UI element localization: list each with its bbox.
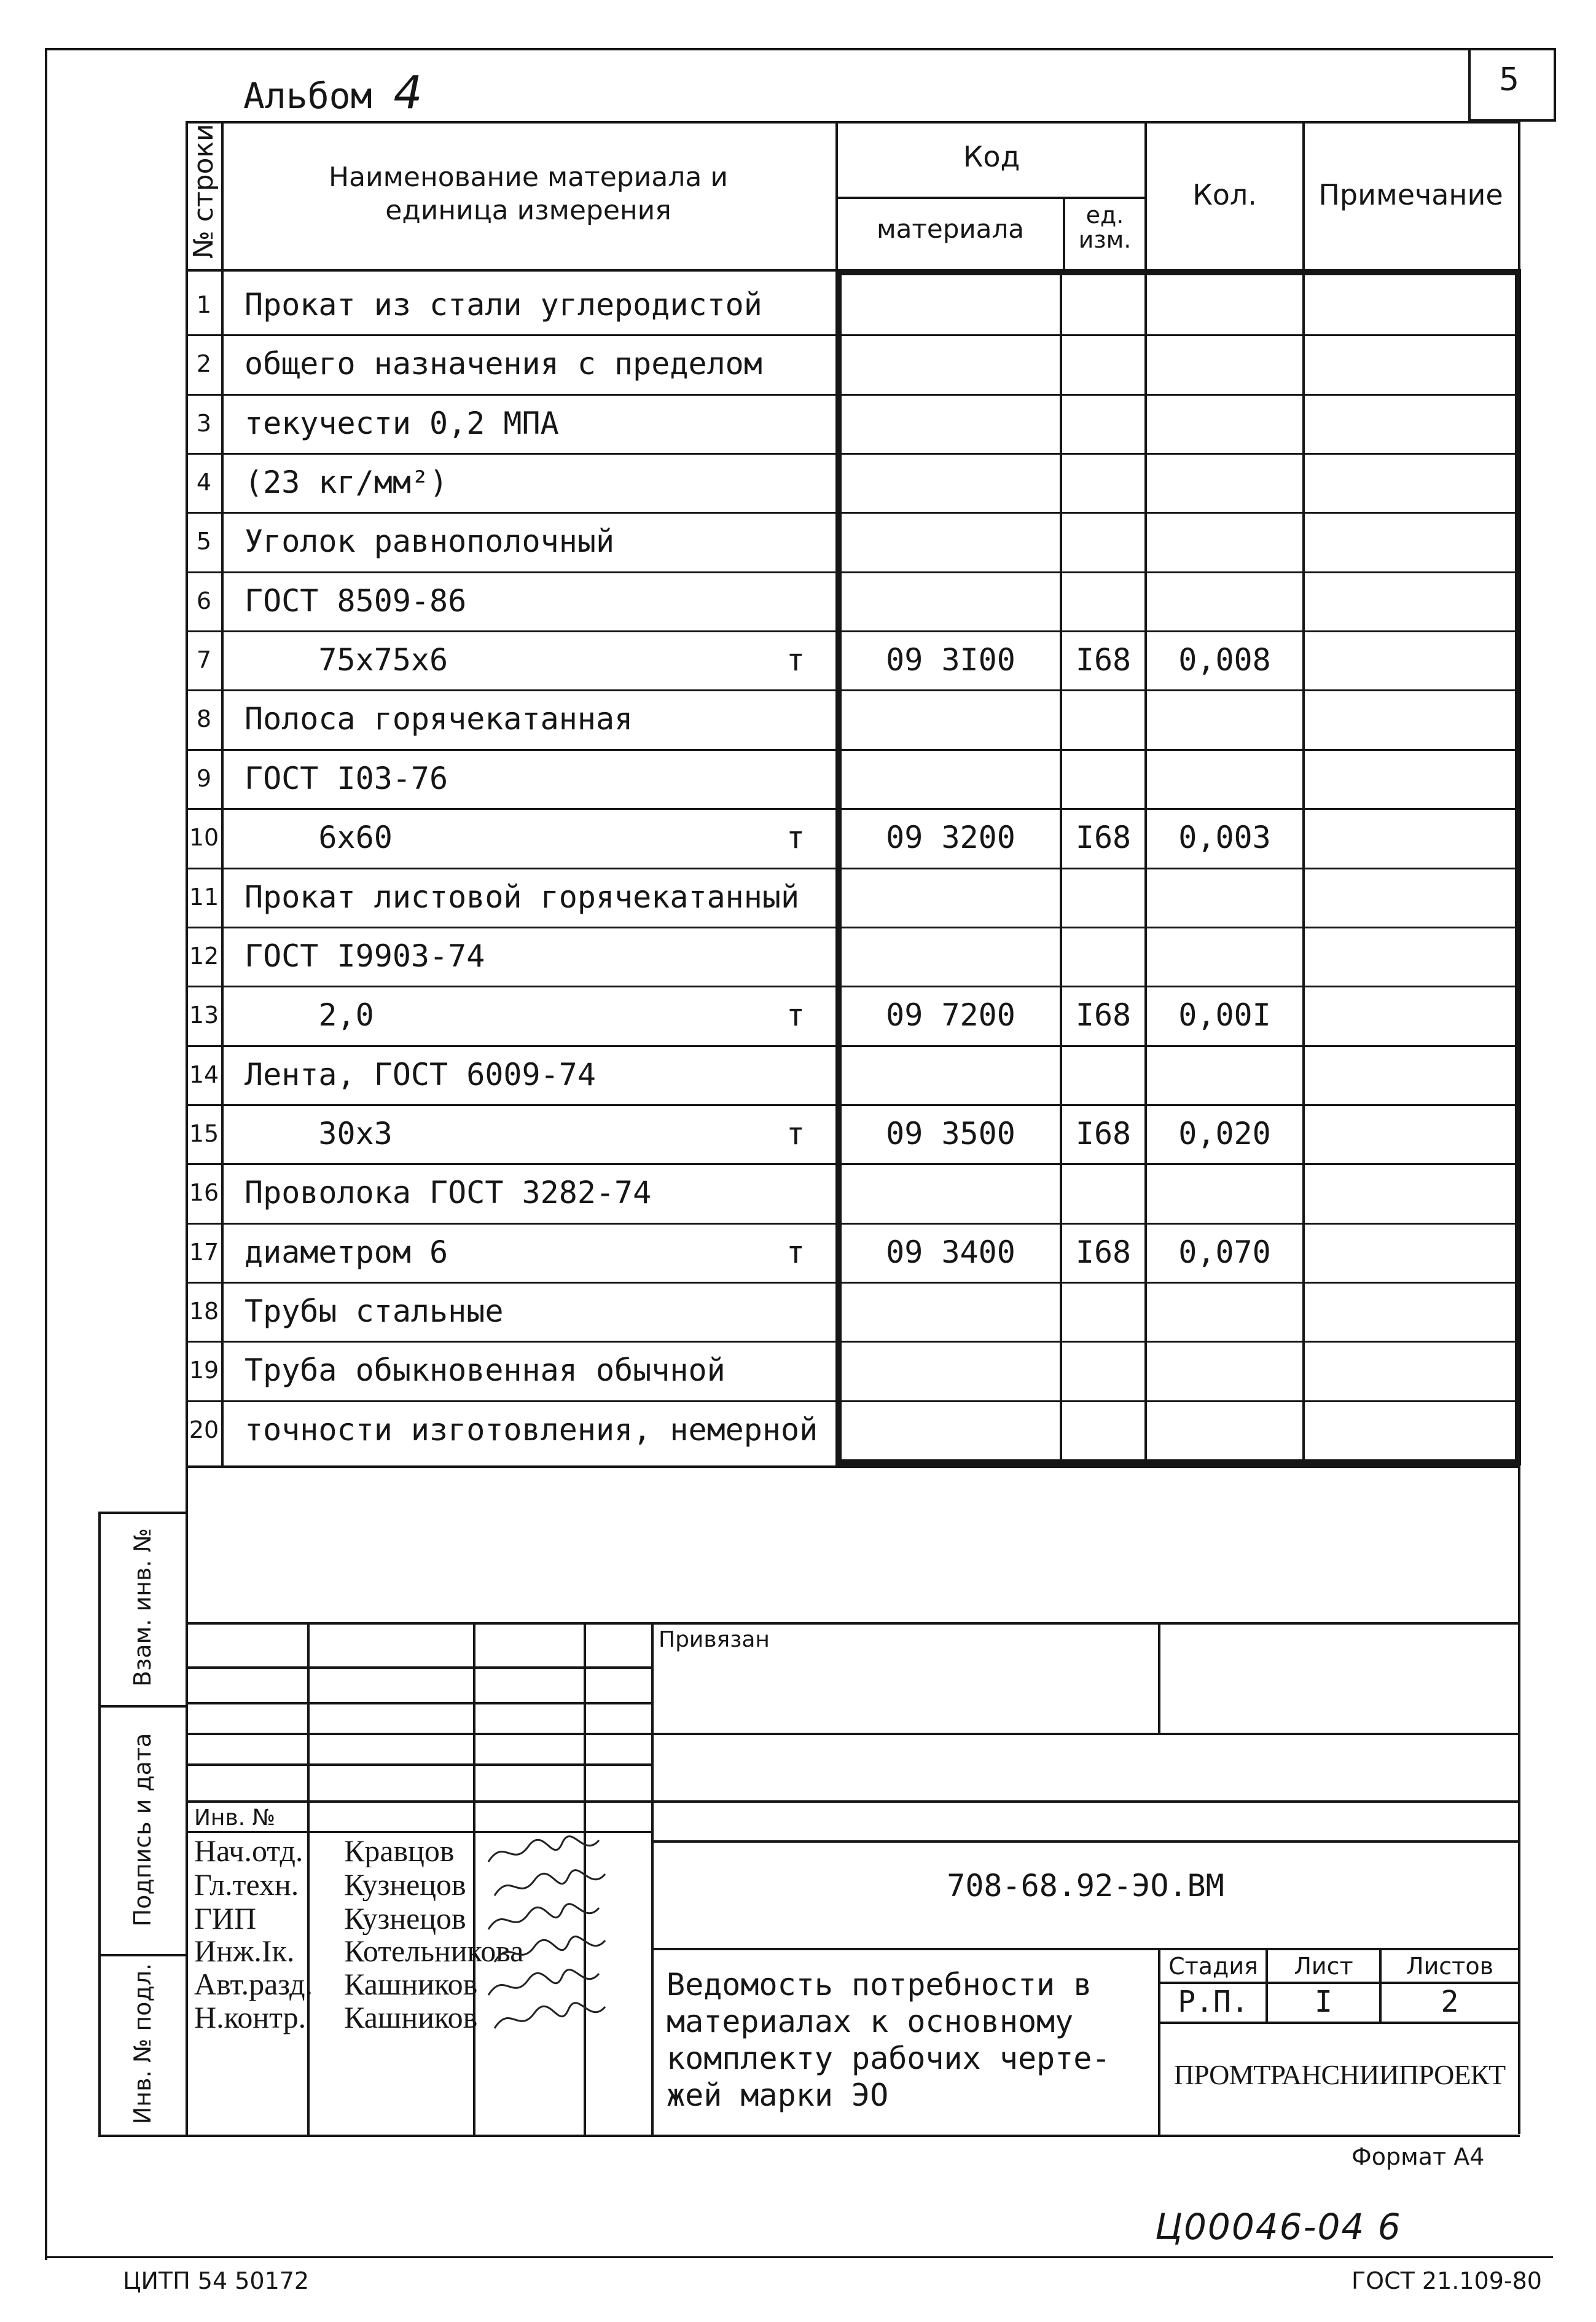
material-unit [762, 1045, 829, 1104]
material-code [842, 512, 1060, 571]
material-unit [762, 512, 829, 571]
material-name: 30x3 [244, 1116, 393, 1151]
material-unit [762, 1282, 829, 1341]
format-label: Формат А4 [1352, 2143, 1485, 2170]
signature-icon [491, 2001, 608, 2038]
row-number: 7 [196, 646, 212, 673]
quantity [1147, 571, 1302, 630]
inv-no-label: Инв. № [194, 1805, 276, 1830]
material-unit: т [786, 997, 805, 1033]
quantity [1147, 749, 1302, 808]
material-name: общего назначения с пределом [244, 346, 762, 382]
quantity [1147, 453, 1302, 512]
row-number: 2 [196, 350, 212, 377]
quantity [1147, 1282, 1302, 1341]
quantity: 0,020 [1178, 1116, 1271, 1151]
material-unit [762, 453, 829, 512]
material-unit [762, 689, 829, 748]
material-name: точности изготовления, немерной [244, 1412, 818, 1448]
handwritten-code: Ц00046-04 6 [1155, 2206, 1402, 2248]
material-unit [762, 334, 829, 393]
unit-code [1062, 1400, 1144, 1459]
signer-role: Гл.техн. [194, 1867, 299, 1902]
material-unit: т [786, 1234, 805, 1270]
sheets-value: 2 [1441, 1985, 1459, 2019]
material-name: (23 кг/мм²) [244, 465, 448, 500]
material-code [842, 1282, 1060, 1341]
row-number: 19 [189, 1357, 219, 1384]
unit-code: I68 [1075, 1234, 1132, 1270]
row-number: 1 [196, 291, 212, 318]
doc-title-line-4: жей марки ЭО [667, 2077, 889, 2113]
unit-code [1062, 453, 1144, 512]
unit-code [1062, 275, 1144, 334]
material-name: Прокат из стали углеродистой [244, 287, 762, 323]
stamp-inv-podl: Инв. № подл. [129, 1963, 156, 2125]
row-number: 20 [189, 1416, 219, 1443]
material-name: Прокат листовой горячекатанный [244, 879, 800, 915]
material-code [842, 1400, 1060, 1459]
material-unit: т [786, 1116, 805, 1151]
row-number: 15 [189, 1120, 219, 1147]
material-name: 75x75x6 [244, 642, 448, 678]
name-header-line1: Наименование материала и [329, 162, 728, 193]
stamp-podpis-data: Подпись и дата [129, 1733, 156, 1927]
unit-code [1062, 394, 1144, 453]
material-name: ГОСТ I9903-74 [244, 938, 485, 974]
row-number: 3 [196, 410, 212, 437]
unit-code: I68 [1075, 1116, 1132, 1151]
doc-title-line-1: Ведомость потребности в [667, 1967, 1092, 2002]
material-code: 09 3500 [886, 1116, 1015, 1151]
signer-role: Авт.разд. [194, 1967, 313, 2001]
material-unit [762, 394, 829, 453]
material-code [842, 453, 1060, 512]
code-header: Код [963, 140, 1020, 173]
album-label: Альбом [243, 75, 372, 117]
material-name: ГОСТ I03-76 [244, 761, 448, 796]
signer-name: Кашников [344, 1967, 478, 2001]
unit-code [1062, 1045, 1144, 1104]
material-code [842, 334, 1060, 393]
quantity [1147, 512, 1302, 571]
signature-icon [485, 1967, 602, 2004]
signer-name: Кузнецов [344, 1902, 466, 1935]
unit-code-header-2: изм. [1078, 226, 1132, 253]
unit-code [1062, 571, 1144, 630]
footer-right: ГОСТ 21.109-80 [1352, 2267, 1542, 2294]
unit-code: I68 [1075, 997, 1132, 1033]
row-number: 12 [189, 943, 219, 970]
unit-code-header-1: ед. [1086, 202, 1124, 229]
quantity [1147, 1045, 1302, 1104]
signer-role: Нач.отд. [194, 1834, 303, 1868]
material-code [842, 749, 1060, 808]
signature-icon [485, 1834, 602, 1871]
row-number: 5 [196, 528, 212, 555]
material-code [842, 394, 1060, 453]
signer-name: Кузнецов [344, 1868, 466, 1901]
row-number: 9 [196, 765, 212, 792]
unit-code: I68 [1075, 820, 1132, 855]
material-code [842, 275, 1060, 334]
note-header: Примечание [1318, 178, 1503, 211]
quantity [1147, 275, 1302, 334]
signer-role: Инж.Iк. [194, 1934, 295, 1968]
material-unit [762, 749, 829, 808]
quantity [1147, 1341, 1302, 1400]
quantity [1147, 868, 1302, 927]
material-unit [762, 1341, 829, 1400]
album-number: 4 [393, 66, 423, 119]
material-code [842, 1341, 1060, 1400]
material-name: Труба обыкновенная обычной [244, 1352, 726, 1388]
row-number: 17 [189, 1239, 219, 1266]
signer-name: Кравцов [344, 1834, 455, 1867]
quantity [1147, 1400, 1302, 1459]
unit-code [1062, 749, 1144, 808]
signer-name: Кашников [344, 2001, 478, 2034]
row-number: 6 [196, 587, 212, 614]
code-material-header: материала [876, 214, 1024, 244]
material-code [842, 927, 1060, 986]
doc-title-line-3: комплекту рабочих черте- [667, 2041, 1111, 2076]
row-number: 14 [189, 1061, 219, 1088]
stage-label: Стадия [1168, 1953, 1258, 1980]
quantity [1147, 334, 1302, 393]
material-unit [762, 1400, 829, 1459]
material-name: 2,0 [244, 997, 374, 1033]
material-code [842, 571, 1060, 630]
material-name: Трубы стальные [244, 1293, 504, 1329]
signer-role: Н.контр. [194, 2000, 307, 2034]
material-name: ГОСТ 8509-86 [244, 583, 467, 619]
material-code [842, 1045, 1060, 1104]
signature-icon [491, 1934, 608, 1971]
material-unit [762, 927, 829, 986]
signature-icon [485, 1902, 602, 1939]
material-name: Уголок равнополочный [244, 524, 615, 559]
row-number: 4 [196, 469, 212, 496]
material-name: Лента, ГОСТ 6009-74 [244, 1057, 596, 1092]
row-number-header: № строки [188, 124, 219, 259]
sheet-label: Лист [1294, 1953, 1353, 1980]
material-unit: т [786, 820, 805, 855]
quantity: 0,00I [1178, 997, 1271, 1033]
material-name: Проволока ГОСТ 3282-74 [244, 1175, 652, 1210]
quantity [1147, 689, 1302, 748]
row-number: 11 [189, 884, 219, 911]
quantity [1147, 394, 1302, 453]
unit-code [1062, 868, 1144, 927]
unit-code [1062, 1341, 1144, 1400]
row-number: 16 [189, 1179, 219, 1206]
material-name: текучести 0,2 МПА [244, 406, 559, 441]
unit-code [1062, 689, 1144, 748]
material-code [842, 868, 1060, 927]
name-header-line2: единица измерения [385, 195, 671, 226]
quantity [1147, 927, 1302, 986]
signer-name: Котельникова [344, 1934, 524, 1967]
material-code: 09 3400 [886, 1234, 1015, 1270]
unit-code [1062, 334, 1144, 393]
material-code [842, 1163, 1060, 1222]
material-name: 6x60 [244, 820, 393, 855]
unit-code [1062, 1282, 1144, 1341]
privyazan-label: Привязан [659, 1627, 770, 1652]
quantity: 0,070 [1178, 1234, 1271, 1270]
material-code: 09 3I00 [886, 642, 1015, 678]
unit-code [1062, 512, 1144, 571]
row-number: 18 [189, 1298, 219, 1325]
stage-value: Р.П. [1178, 1985, 1249, 2019]
material-unit [762, 275, 829, 334]
material-name: Полоса горячекатанная [244, 701, 633, 737]
row-number: 8 [196, 705, 212, 732]
signer-role: ГИП [194, 1901, 257, 1936]
quantity [1147, 1163, 1302, 1222]
material-unit [762, 868, 829, 927]
stamp-vzam-inv: Взам. инв. № [129, 1528, 156, 1687]
quantity: 0,008 [1178, 642, 1271, 678]
material-code [842, 689, 1060, 748]
sheets-label: Листов [1406, 1953, 1493, 1980]
quantity: 0,003 [1178, 820, 1271, 855]
unit-code: I68 [1075, 642, 1132, 678]
row-number: 10 [189, 824, 219, 851]
unit-code [1062, 1163, 1144, 1222]
doc-title-line-2: материалах к основному [667, 2004, 1074, 2039]
page-number: 5 [1499, 61, 1520, 98]
signature-icon [491, 1868, 608, 1905]
material-unit [762, 1163, 829, 1222]
qty-header: Кол. [1192, 178, 1257, 211]
material-unit [762, 571, 829, 630]
footer-left: ЦИТП 54 50172 [123, 2267, 310, 2294]
doc-code: 708-68.92-ЭО.ВМ [947, 1868, 1224, 1904]
material-unit: т [786, 642, 805, 678]
material-name: диаметром 6 [244, 1234, 448, 1270]
sheet-value: I [1315, 1985, 1332, 2019]
material-code: 09 7200 [886, 997, 1015, 1033]
row-number: 13 [189, 1002, 219, 1029]
organization-name: ПРОМТРАНСНИИПРОЕКТ [1173, 2059, 1506, 2090]
material-code: 09 3200 [886, 820, 1015, 855]
unit-code [1062, 927, 1144, 986]
